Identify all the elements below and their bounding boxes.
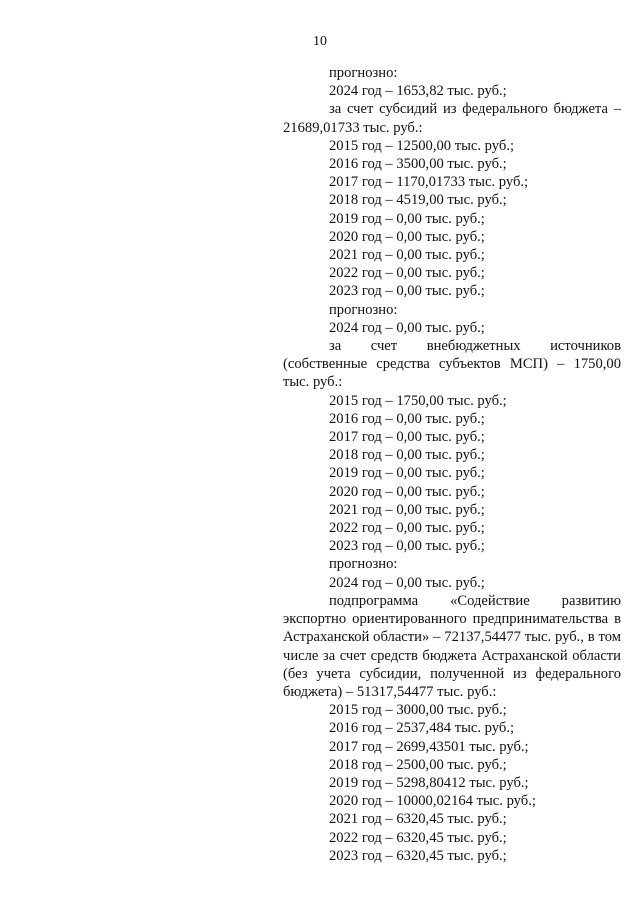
paragraph-extrabudgetary-sources: за счет внебюджетных источников (собственные средства субъектов МСП) – 1750,00 тыс. руб.: xyxy=(283,338,621,391)
text-line: 2015 год – 12500,00 тыс. руб.; xyxy=(329,137,515,154)
text-line: 2017 год – 1170,01733 тыс. руб.; xyxy=(329,174,529,191)
page-number: 10 xyxy=(313,34,327,49)
text-line: 2015 год – 3000,00 тыс. руб.; xyxy=(329,702,507,719)
text-line: 2024 год – 0,00 тыс. руб.; xyxy=(329,574,485,591)
text-line: 2020 год – 10000,02164 тыс. руб.; xyxy=(329,793,536,810)
text-line: 2016 год – 3500,00 тыс. руб.; xyxy=(329,156,507,173)
text-line: 2021 год – 0,00 тыс. руб.; xyxy=(329,501,485,518)
text-line: 2017 год – 0,00 тыс. руб.; xyxy=(329,429,485,446)
document-body xyxy=(283,64,621,865)
text-line: 2019 год – 5298,80412 тыс. руб.; xyxy=(329,774,529,791)
text-line: 2020 год – 0,00 тыс. руб.; xyxy=(329,483,485,500)
text-line: прогнозно: xyxy=(329,301,398,318)
text-line: 2018 год – 4519,00 тыс. руб.; xyxy=(329,192,507,209)
text-line: 2021 год – 0,00 тыс. руб.; xyxy=(329,247,485,264)
text-line: 2022 год – 6320,45 тыс. руб.; xyxy=(329,829,507,846)
text-line: 2022 год – 0,00 тыс. руб.; xyxy=(329,265,485,282)
text-line: 2016 год – 0,00 тыс. руб.; xyxy=(329,410,485,427)
text-line: 2023 год – 6320,45 тыс. руб.; xyxy=(329,847,507,864)
text-line: прогнозно: xyxy=(329,556,398,573)
text-line: прогнозно: xyxy=(329,65,398,81)
text-line: 2019 год – 0,00 тыс. руб.; xyxy=(329,465,485,482)
text-line: 2021 год – 6320,45 тыс. руб.; xyxy=(329,811,507,828)
text-line: 2018 год – 0,00 тыс. руб.; xyxy=(329,447,485,464)
text-line: 2023 год – 0,00 тыс. руб.; xyxy=(329,283,485,300)
text-line: 2016 год – 2537,484 тыс. руб.; xyxy=(329,720,515,737)
text-line: 2018 год – 2500,00 тыс. руб.; xyxy=(329,756,507,773)
paragraph-export-subprogram: подпрограмма «Содействие развитию экспортно ориентированного предпринимательства в Астраханской области» – 72137,54477 тыс. руб., в том числе за счет средств бюджета Астраханской области (без учета субсидии, полученной из федерального бюджета) – 51317,54477 тыс. руб.: xyxy=(283,592,621,700)
paragraph-federal-subsidies: за счет субсидий из федерального бюджета – 21689,01733 тыс. руб.: xyxy=(283,101,621,136)
text-line: 2024 год – 1653,82 тыс. руб.; xyxy=(329,83,507,100)
text-line: 2017 год – 2699,43501 тыс. руб.; xyxy=(329,738,529,755)
text-line: 2019 год – 0,00 тыс. руб.; xyxy=(329,210,485,227)
text-line: 2015 год – 1750,00 тыс. руб.; xyxy=(329,392,507,409)
text-line: 2022 год – 0,00 тыс. руб.; xyxy=(329,520,485,537)
text-line: 2020 год – 0,00 тыс. руб.; xyxy=(329,228,485,245)
text-line: 2024 год – 0,00 тыс. руб.; xyxy=(329,319,485,336)
text-line: 2023 год – 0,00 тыс. руб.; xyxy=(329,538,485,555)
